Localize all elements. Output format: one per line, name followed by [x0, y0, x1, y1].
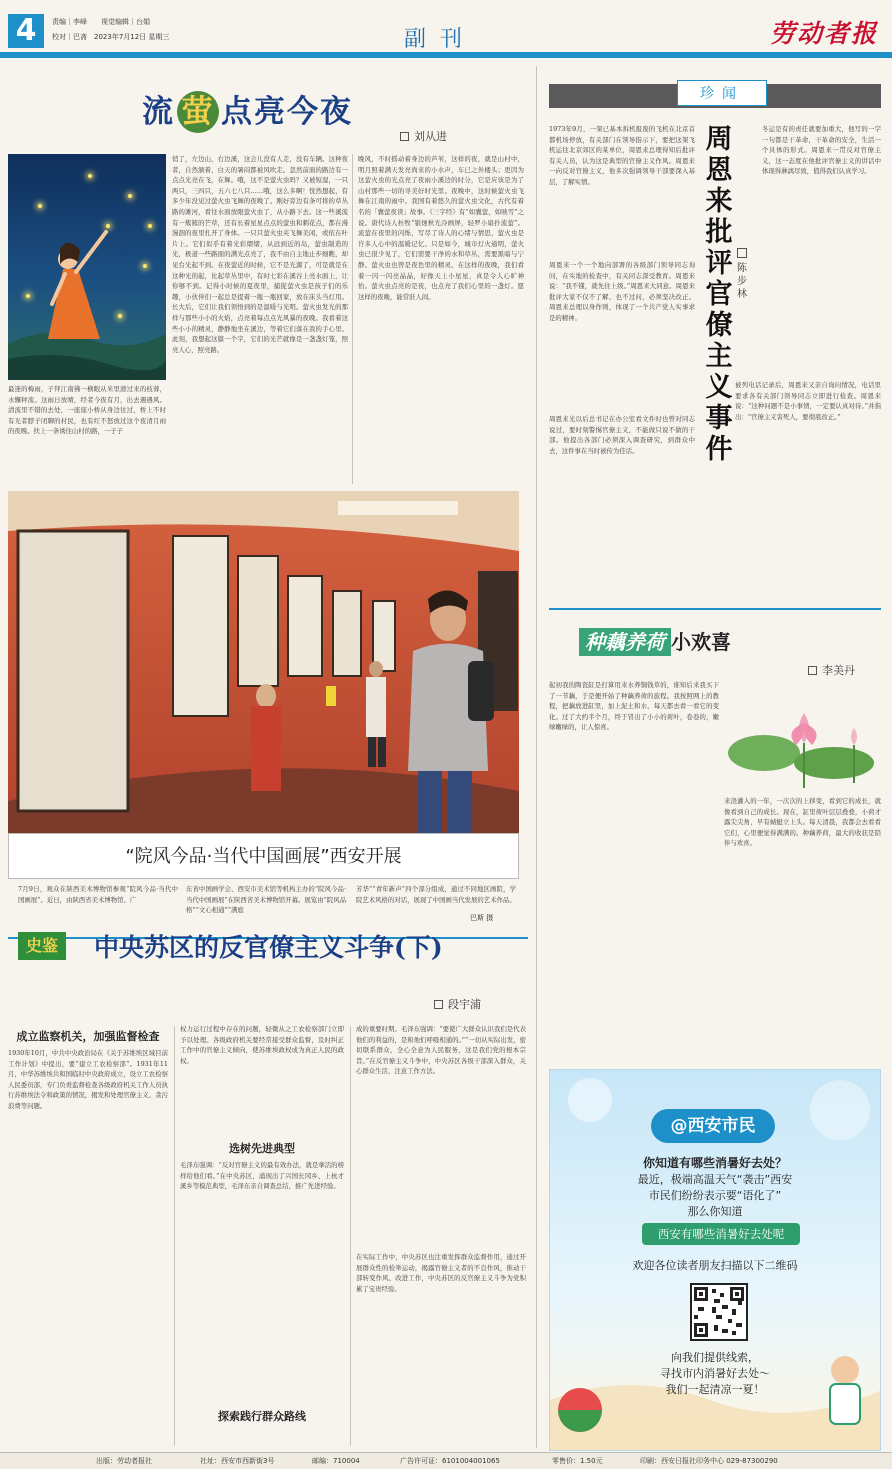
- footer-license: 广告许可证：6101004001065: [400, 1457, 500, 1465]
- footer-printer: 印刷：西安日报社印务中心 029-87300290: [640, 1457, 778, 1465]
- firefly-illustration: [8, 154, 166, 380]
- article-text: 权力运行过程中存在的问题，轻微从之工农检察部门立即予以处理。各级政府机关要经常接受群众监督，及时纠正工作中的官僚主义倾向，使苏维埃政权成为真正人民的政权。: [180, 1025, 344, 1065]
- ad-text: 向我们提供线索，: [671, 1351, 759, 1364]
- article-text: 最迷的梅雨，子拜江南佛一横眼从米里滑过来的枝蓉，水懈秤流。这雨日放晴，经者今夜有月，出去遇遇风。清流里不错的去处，一座座小桥从身边往过，桥上不时有光者脖子闭聊的村民，也有红不怒放过这个夜清月雨的夜晚。扶上一条诱往山村的路，一子子: [8, 385, 166, 436]
- article-text: 悄了，左边山，右边溪，这会儿没有人走，没有车辆。这种夜者，自然颔着，白天的暑闷都被风吹走。忽然前面的路边有一点点光亮在飞，在舞。哦，这不是萤火虫吗？又被短湿，一只两只，三四只，五六七八只……哦，这么多啊！恍然想起，有多少年没见过萤火虫飞舞的夜晚了。刚好旁边有条可将的草丛路的滩河，看往水面放眼萤火虫了，从小路下去。这一些溪流有一簇簇的芒草，还有长着星星点点的萤虫和刺花点，都在漫漫泅的夜里扎开了身体。一只只萤火虫夹飞舞美闲，或依在叶片上。它们似乎有着光彩熠熠，从远到近的岛，萤虫制造的光，极道一些路面的满光点亮了，我不由自主地止步细瞧，却见台光起不到。在夜萤近的时候，它不是光源了，可是就是在这种光的起，比起草丛里中，有时七彩在溪谷上亮水面上，让你够不到。记得小时候的夏夜里，捕捉萤火虫是孩子们的乐趣，小伙伴们一起总是提着一瓶一瓶回家，放在床头当灯用。长大后，它们让我们领悟到的是温暖与光明。萤火虫发光的那样与那些小小的火焰，点亮着每点点光风暴的夜晚。我看着这些小小的精灵，静静地坐在溪边，等着它们落在我的手心里。此刻，我想起这篇一个字，它们的光芒就像是一盏盏灯笼，照亮人心，照亮路。: [172, 155, 348, 354]
- article-text: 1930年10月，中共中央政治局在《关于苏维埃区域目前工作计划》中提出，要“建立工农检察部”。1931年11月，中华苏维埃共和国临时中央政府成立，设立工农检察人民委员部，专门负责监督检查各级政府机关工作人员执行苏维埃法令和政策的情况，揭发和处理官僚主义、贪污浪费等问题。: [8, 1049, 168, 1110]
- ad-question: 你知道有哪些消暑好去处？: [642, 1156, 787, 1170]
- square-icon: [434, 1000, 443, 1009]
- firefly-icon: [143, 264, 147, 268]
- subheading: 探索践行群众路线: [218, 1410, 306, 1423]
- section-tag: 史鉴: [18, 932, 66, 960]
- firefly-icon: [38, 204, 42, 208]
- article-text: 在实际工作中，中央苏区也注重发挥群众监督作用，通过开展群众性的检举运动，揭露官僚主义者的不良作风，推动干部转变作风、改进工作，中央苏区的反官僚主义斗争为党积累了宝贵经验。: [356, 1253, 526, 1293]
- article-text: 起初我的陶瓷缸是打算用来水养铜钱草的，谁知后来我买下了一节藕，于是便开始了种藕养荷的旅程。我按照网上的教程，把藕放进缸里，加上泥土和水，每天都去看一看它的变化。过了大约半个月，终于冒出了小小的荷叶，卷卷的，嫩绿嫩绿的，让人惊喜。: [549, 681, 719, 732]
- qr-code[interactable]: [690, 1283, 748, 1341]
- photo-credit: 巴斯 摄: [470, 914, 494, 922]
- article-title-zhou: 周恩来批评官僚主义事件: [705, 124, 733, 465]
- square-icon: [808, 666, 817, 675]
- square-icon: [737, 248, 747, 258]
- footer-postcode: 邮编：710004: [312, 1457, 360, 1465]
- lotus-illustration: [724, 693, 886, 793]
- ad-text: 寻找市内消暑好去处～: [660, 1367, 770, 1380]
- firefly-icon: [26, 294, 30, 298]
- article-text: 成的重要时期。毛泽东强调：“要使广大群众认识我们是代表他们的利益的，是和他们呼吸相通的。”“一切从实际出发，密切联系群众，全心全意为人民服务，这是我们党的根本宗旨。”在反官僚主义斗争中，中央苏区各级干部深入群众，关心群众生活，注意工作方法。: [356, 1025, 526, 1076]
- photo-story-text: 芳华”“青年新声”四个部分组成，通过不同地区画院，学院艺术风格的对话，展现了中国画当代发展的艺术作品。: [356, 885, 516, 904]
- section-title: 副刊: [404, 27, 477, 52]
- newspaper-logo: 劳动者报: [769, 19, 878, 48]
- ad-text: 那么你知道: [687, 1205, 743, 1218]
- article-text: 晚风，不时摇动着身边的芦苇，这样的夜，就是山村中，明月照着满天发亮尚来的小水声，车已之外楼头；更因为这萤火虫的光点亮了夜雨小溪边的时分，它是应该是为了山村那些一切的寻美好时光里。夜晚中，这时候萤火虫飞舞在江南的雨中。我国有着悠久的萤火虫文化，古代有着名的「囊萤夜读」故事。《三字经》有“如囊萤，如映雪”之说。唐代诗人杜牧“银烛秋光冷画屏，轻罗小扇扑流萤”。流萤在夜里的闪烁，写尽了诗人的心绪与情思，萤火虫是许多人心中的温暖记忆。只是如今，城市灯火通明，萤火虫已很少见了，它们需要干净的水和草丛，需要黑暗与宁静。萤火虫也曾是夜色里的精灵。在这样的夜晚，我们看着一闪一闪亮晶晶，好像天上小星星，真是令人心旷神怡。萤火虫点亮的是夜，也点亮了我们心里的一盏灯。愿这样的夜晚，能常驻人间。: [358, 155, 524, 301]
- article-text: 周恩来光以后总书记在办公室看文件时也曾对同志说过，要时刻警惕官僚主义，不能做只说不做的干部。他提出各部门必须深入调查研究，到群众中去，这件事在当时被传为佳话。: [549, 415, 695, 455]
- ad-invite: 欢迎各位读者朋友扫描以下二维码: [632, 1259, 798, 1272]
- article-text: 冬运是有的责任就要加重大，他写的一字一句都是干革命，干革命的安全，生活一个具体的形式。周恩来一贯反对官僚主义，这一态度在他批评官僚主义的讲话中体现得淋漓尽致，值得我们认真学习。: [762, 125, 881, 176]
- ad-text: 我们一起清凉一夏！: [665, 1383, 765, 1396]
- article-text: 1973年9月，一架已基本拆机报废的飞机在北京首都机场停放，有关部门在领导指示下，要把这架飞机运往北京郊区的某单位，周恩来总理得知后批评有关人员，认为这是典型的官僚主义作风。周恩来一向反对官僚主义，他多次强调领导干部要深入基层，了解实情。: [549, 125, 695, 186]
- square-icon: [400, 132, 409, 141]
- firefly-icon: [118, 314, 122, 318]
- ad-hashtag: @西安市民: [651, 1109, 775, 1143]
- title-badge: 萤: [177, 91, 219, 133]
- article-text: 来浇灌入的一年，一次次的上移变，看到它的成长，就像看到自己的成长。现在，缸里荷叶层层叠叠，小荷才露尖尖角，早有蜻蜓立上头。每天清晨，我都会去看看它们，心里便觉得满满的。种藕养荷，最大的收获是陪伴与欢喜。: [724, 797, 881, 848]
- ad-text: 市民们纷纷表示要“语化了”: [648, 1189, 782, 1202]
- byline: 李美丹: [808, 662, 855, 678]
- photo-caption: “院风今品·当代中国画展”西安开展: [8, 833, 519, 879]
- firefly-icon: [148, 224, 152, 228]
- editor-line: 责编｜李峰 视觉编辑｜台娟: [52, 18, 150, 26]
- ad-text: 最近，极端高温天气“袭击”西安: [637, 1173, 793, 1186]
- article-text: 周恩来一个一个地向部署的各级部门领导同志询问，在实地的检查中，有关同志深受教育。周恩来说：“我不懂，就先住上级。”周恩来大同意。周恩来批评大家不仅不了解、也不过问，必须坚决改正。周恩来总理以身作则，体现了一个共产党人实事求是的精神。: [549, 261, 695, 322]
- exhibition-photo: [8, 491, 519, 833]
- footer-address: 社址：西安市西新街3号: [200, 1457, 275, 1465]
- footer: [0, 1452, 892, 1469]
- subheading: 成立监察机关，加强监督检查: [16, 1030, 160, 1043]
- column-tag: 珍闻: [677, 80, 767, 106]
- column-header: [549, 84, 881, 108]
- firefly-icon: [128, 194, 132, 198]
- firefly-icon: [88, 174, 92, 178]
- page-number: 4: [8, 14, 44, 48]
- photo-story-text: 7月9日，观众在陕西美术博物馆参观“院风今品·当代中国画展”。近日，由陕西省美术博物馆、广: [18, 885, 178, 904]
- article-title-history: 史鉴 中央苏区的反官僚主义斗争(下): [18, 924, 528, 964]
- article-title-fireflies: 流 萤 点亮今夜: [142, 86, 353, 133]
- article-text: 毛泽东强调：“反对官僚主义的最有效办法，就是拿活的榜样给他们看。”在中央苏区，涌现出了兴国长冈乡、上杭才溪乡等模范典型，毛泽东亲自调查总结，推广先进经验。: [180, 1161, 344, 1191]
- header-band: [0, 52, 892, 58]
- article-text: 被列电话记录后，周恩来又亲自询问情况，电话里要求各有关部门领导同志立即进行检查。周恩来说：“这种问题不是小事情，一定要认真对待。”并指出：“官僚主义害死人，要彻底改正。”: [735, 381, 881, 421]
- photo-story-text: 东省中国画学会、西安市美术馆等机构主办的“院风今品·当代中国画展”在陕西省美术博物馆开幕。展览由“院风品格”“文心相通”“满庭: [186, 885, 346, 915]
- ad-banner: 西安有哪些消暑好去处呢: [642, 1223, 800, 1245]
- footer-price: 零售价：1.50元: [552, 1457, 603, 1465]
- article-title-lotus: 种藕养荷 小欢喜: [579, 626, 731, 655]
- byline: 段宇浦: [434, 996, 481, 1012]
- subheading: 选树先进典型: [229, 1142, 295, 1155]
- footer-publisher: 出版：劳动者报社: [96, 1457, 152, 1465]
- proof-line: 校对｜巴斋 2023年7月12日 星期三: [52, 33, 170, 41]
- byline: 刘从进: [400, 128, 447, 144]
- byline: 陈步林: [737, 263, 747, 300]
- firefly-icon: [106, 224, 110, 228]
